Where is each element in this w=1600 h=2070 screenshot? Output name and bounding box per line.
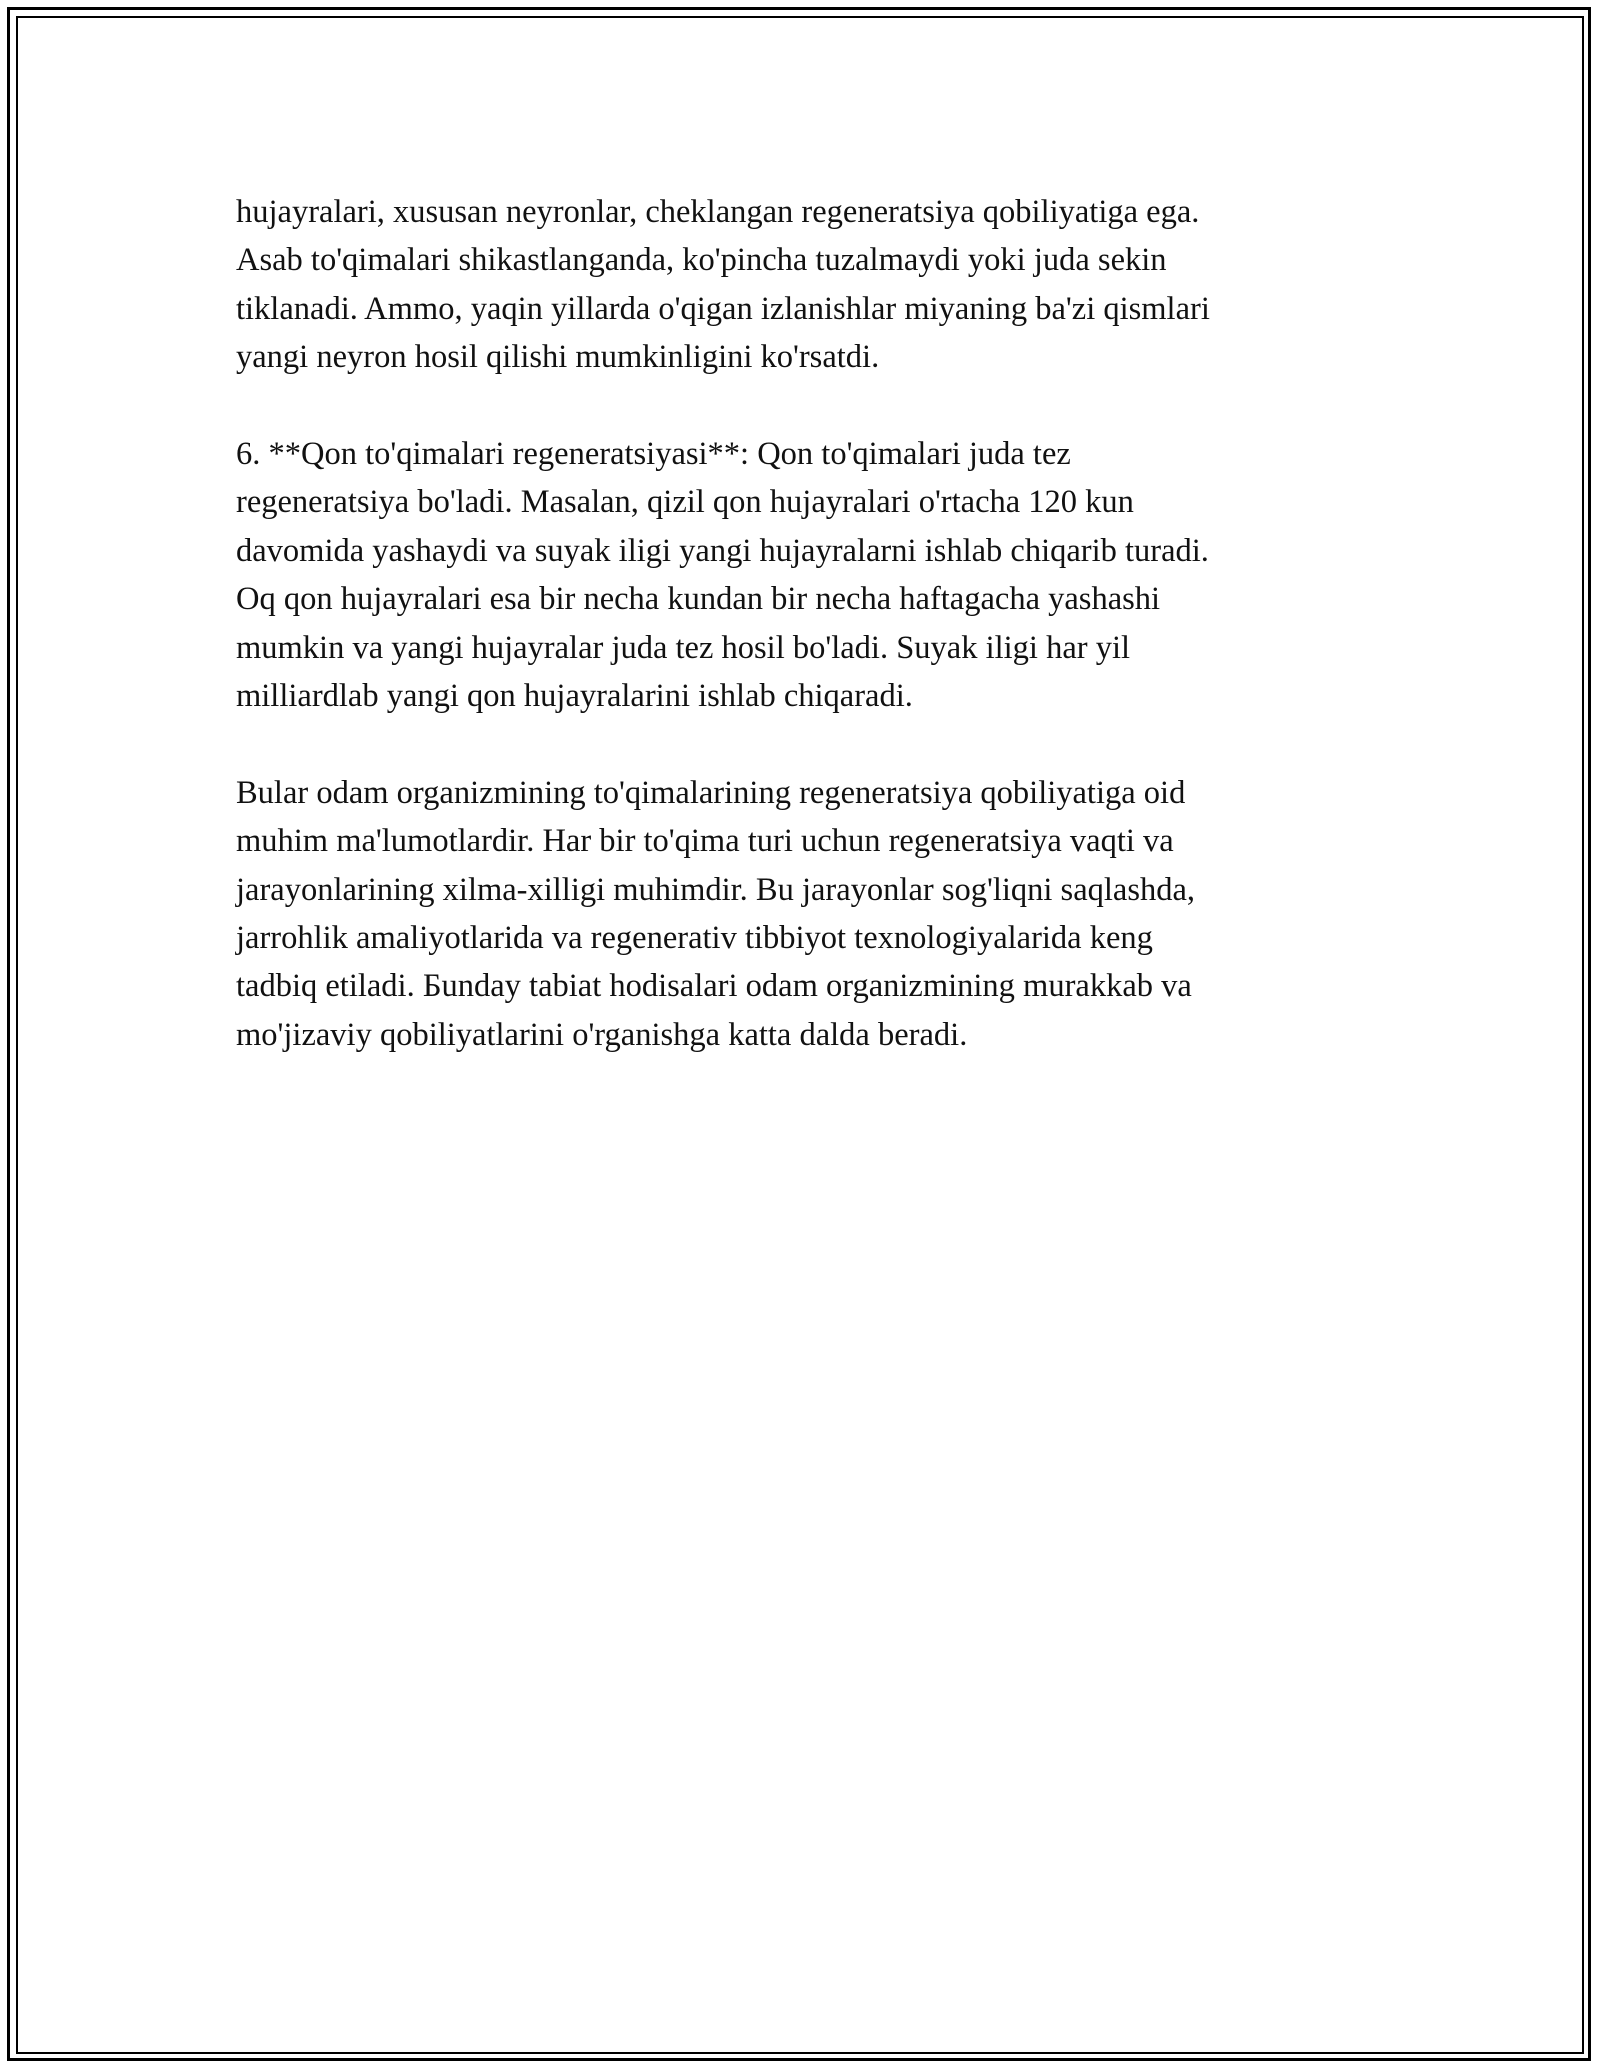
text-line: davomida yashaydi va suyak iligi yangi hujayralarni ishlab chiqarib turadi. (236, 532, 1209, 569)
text-line: Oq qon hujayralari esa bir necha kundan bir necha haftagacha yashashi (236, 581, 1161, 618)
text-line: muhim ma'lumotlardir. Har bir to'qima turi uchun regeneratsiya vaqti va (236, 823, 1174, 860)
document-body (236, 188, 1366, 1108)
text-line: jarrohlik amaliyotlarida va regenerativ tibbiyot texnologiyalarida keng (236, 920, 1153, 957)
text-line: jarayonlarining xilma-xilligi muhimdir. Bu jarayonlar sog'liqni saqlashda, (236, 871, 1196, 908)
text-line: mo'jizaviy qobiliyatlarini o'rganishga katta dalda beradi. (236, 1016, 968, 1053)
text-line: hujayralari, xususan neyronlar, cheklangan regeneratsiya qobiliyatiga ega. (236, 194, 1200, 230)
text-line: regeneratsiya bo'ladi. Masalan, qizil qon hujayralari o'rtacha 120 kun (236, 484, 1134, 521)
text-line: milliardlab yangi qon hujayralarini ishlab chiqaradi. (236, 678, 913, 715)
text-line: tadbiq etiladi. Бunday tabiat hodisalari odam organizmining murakkab va (236, 968, 1192, 1005)
paragraph-neurons (236, 188, 1366, 382)
paragraph-conclusion (236, 769, 1366, 1059)
text-line: yangi neyron hosil qilishi mumkinligini ko'rsatdi. (236, 339, 880, 376)
text-line: 6. **Qon to'qimalari regeneratsiyasi**: Qon to'qimalari juda tez (236, 436, 1071, 473)
text-line: Asab to'qimalari shikastlanganda, ko'pincha tuzalmaydi yoki juda sekin (236, 242, 1167, 279)
text-line: Bular odam organizmining to'qimalarining regeneratsiya qobiliyatiga oid (236, 774, 1186, 811)
paragraph-blood-regeneration (236, 430, 1366, 720)
text-line: mumkin va yangi hujayralar juda tez hosil bo'ladi. Suyak iligi har yil (236, 629, 1131, 666)
text-line: tiklanadi. Ammo, yaqin yillarda o'qigan izlanishlar miyaning ba'zi qismlari (236, 290, 1210, 327)
